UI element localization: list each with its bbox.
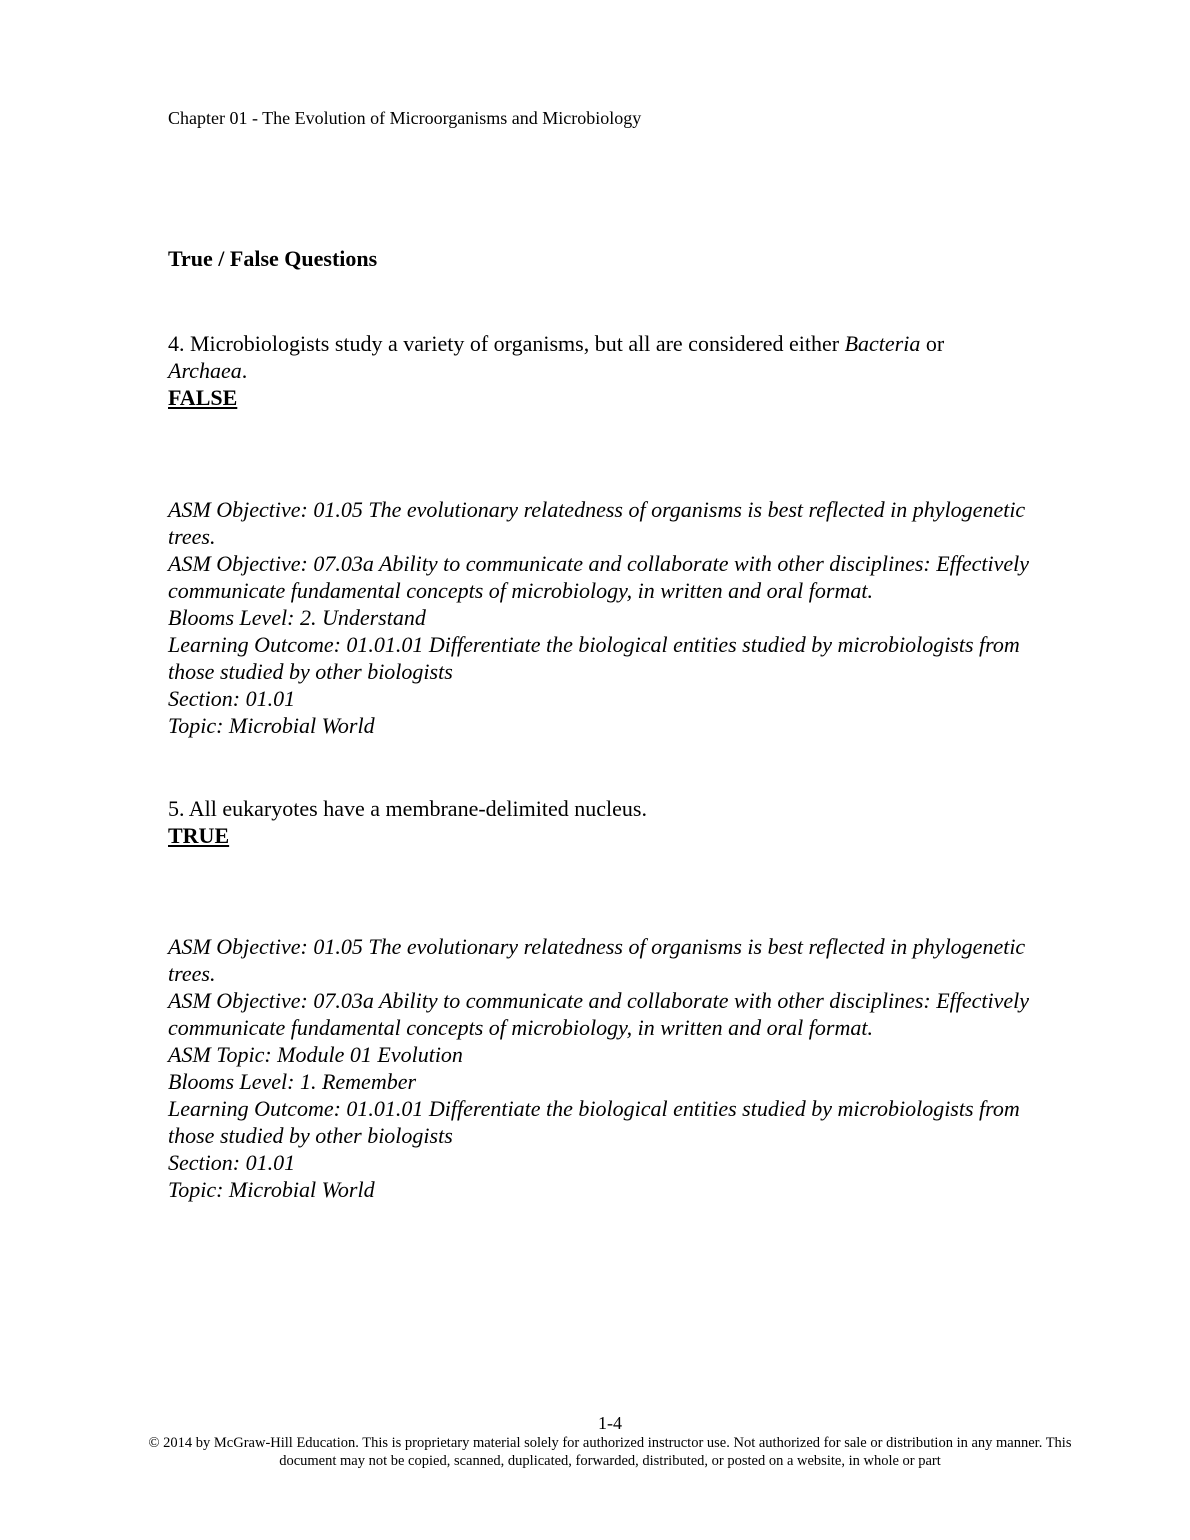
meta-line: Blooms Level: 2. Understand (168, 605, 426, 630)
question-4-metadata (168, 496, 1048, 739)
answer-label: FALSE (168, 385, 238, 410)
meta-line: Blooms Level: 1. Remember (168, 1069, 417, 1094)
answer-label: TRUE (168, 823, 230, 848)
question-text: Microbiologists study a variety of organisms, but all are considered either (184, 331, 845, 356)
question-5 (168, 795, 1028, 849)
meta-line: Section: 01.01 (168, 686, 296, 711)
meta-line: Section: 01.01 (168, 1150, 296, 1175)
meta-line: ASM Objective: 01.05 The evolutionary relatedness of organisms is best reflected in phylogenetic trees. (168, 497, 1026, 549)
copyright-notice: © 2014 by McGraw-Hill Education. This is proprietary material solely for authorized instructor use. Not authorized for sale or distribution in any manner. This document may not be copied, scanned, duplicated, forwarded, distributed, or posted on a website, in whole or part (148, 1435, 1072, 1469)
question-text: All eukaryotes have a membrane-delimited nucleus. (184, 796, 647, 821)
question-4-text (168, 330, 1028, 384)
page-number: 1-4 (598, 1413, 622, 1433)
meta-line: Topic: Microbial World (168, 1177, 375, 1202)
meta-line: Learning Outcome: 01.01.01 Differentiate the biological entities studied by microbiologists from those studied by other biologists (168, 1096, 1020, 1148)
meta-line: Learning Outcome: 01.01.01 Differentiate the biological entities studied by microbiologists from those studied by other biologists (168, 632, 1020, 684)
term-bacteria: Bacteria (844, 331, 921, 356)
question-text: or (920, 331, 945, 356)
chapter-header: Chapter 01 - The Evolution of Microorganisms and Microbiology (168, 108, 642, 128)
meta-line: ASM Objective: 01.05 The evolutionary relatedness of organisms is best reflected in phylogenetic trees. (168, 934, 1026, 986)
question-5-metadata (168, 933, 1048, 1203)
section-title: True / False Questions (168, 246, 378, 271)
question-number: 4. (168, 331, 185, 356)
term-archaea: Archaea (168, 358, 242, 383)
question-number: 5. (168, 796, 185, 821)
question-4 (168, 330, 1028, 411)
meta-line: Topic: Microbial World (168, 713, 375, 738)
meta-line: ASM Objective: 07.03a Ability to communicate and collaborate with other disciplines: Effectively communicate fundamental concepts of microbiology, in written and oral format. (168, 551, 1030, 603)
meta-line: ASM Topic: Module 01 Evolution (168, 1042, 463, 1067)
question-text: . (241, 358, 248, 383)
meta-line: ASM Objective: 07.03a Ability to communicate and collaborate with other disciplines: Effectively communicate fundamental concepts of microbiology, in written and oral format. (168, 988, 1030, 1040)
question-5-text (168, 795, 1028, 822)
